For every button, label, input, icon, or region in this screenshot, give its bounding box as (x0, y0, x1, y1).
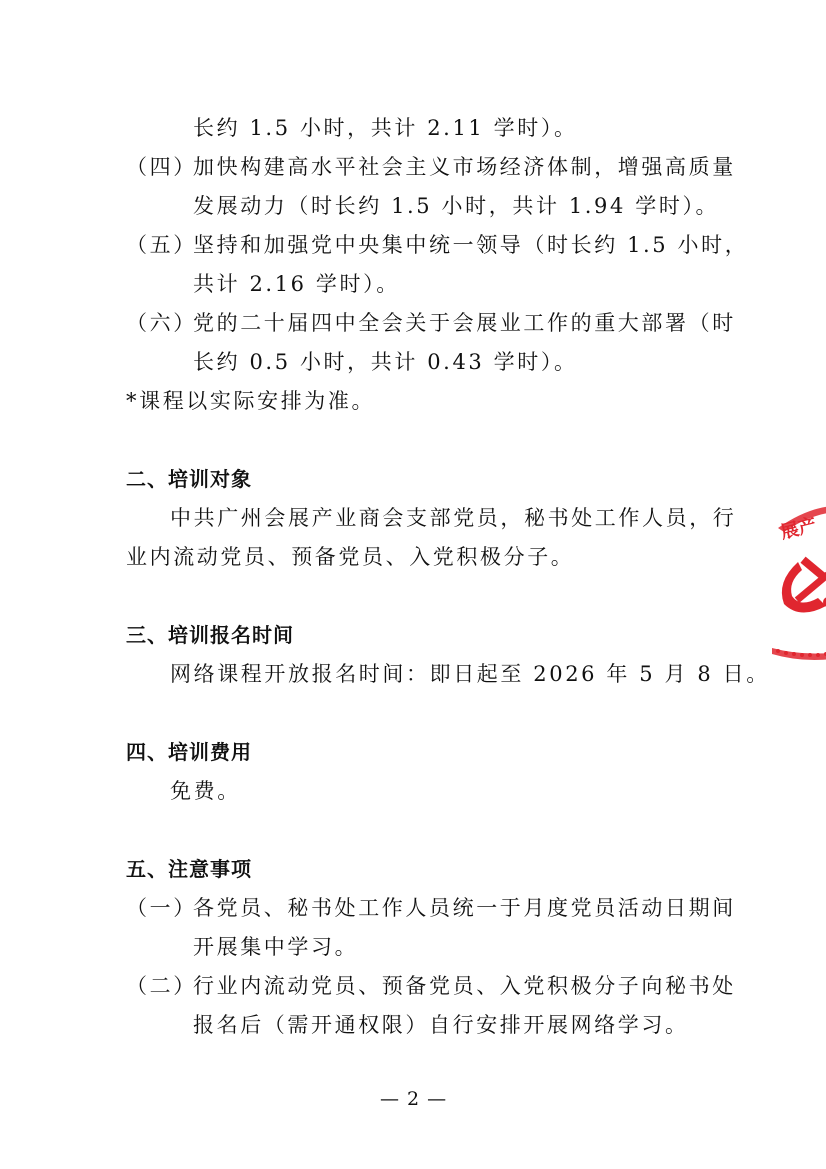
section-heading-fee: 四、培训费用 (126, 740, 252, 764)
course-item-6-line2: 长约 0.5 小时，共计 0.43 学时）。 (193, 350, 578, 374)
registration-time-para: 网络课程开放报名时间：即日起至 2026 年 5 月 8 日。 (170, 662, 770, 686)
party-seal-stamp (770, 498, 826, 668)
page-number: — 2 — (380, 1088, 448, 1110)
course-note: *课程以实际安排为准。 (126, 389, 376, 413)
section-heading-notes: 五、注意事项 (126, 857, 252, 881)
fee-para: 免费。 (170, 779, 241, 803)
note-2-line1: 行业内流动党员、预备党员、入党积极分子向秘书处 (193, 974, 736, 998)
course-item-5-marker: （五） (126, 233, 197, 257)
course-item-3-continuation: 长约 1.5 小时，共计 2.11 学时）。 (193, 116, 578, 140)
note-1-line2: 开展集中学习。 (193, 935, 359, 959)
course-item-4-line2: 发展动力（时长约 1.5 小时，共计 1.94 学时）。 (193, 194, 720, 218)
note-1-marker: （一） (126, 896, 197, 920)
participants-para-line1: 中共广州会展产业商会支部党员，秘书处工作人员，行 (170, 506, 737, 530)
participants-para-line2: 业内流动党员、预备党员、入党积极分子。 (126, 545, 575, 569)
section-heading-registration-time: 三、培训报名时间 (126, 623, 294, 647)
course-item-4-line1: 加快构建高水平社会主义市场经济体制，增强高质量 (193, 155, 736, 179)
course-item-6-line1: 党的二十届四中全会关于会展业工作的重大部署（时 (193, 311, 736, 335)
section-heading-participants: 二、培训对象 (126, 467, 252, 491)
note-2-line2: 报名后（需开通权限）自行安排开展网络学习。 (193, 1013, 689, 1037)
course-item-5-line2: 共计 2.16 学时）。 (193, 272, 400, 296)
note-2-marker: （二） (126, 974, 197, 998)
note-1-line1: 各党员、秘书处工作人员统一于月度党员活动日期间 (193, 896, 736, 920)
course-item-4-marker: （四） (126, 155, 197, 179)
course-item-5-line1: 坚持和加强党中央集中统一领导（时长约 1.5 小时， (193, 233, 749, 257)
svg-text:展产: 展产 (778, 514, 819, 544)
course-item-6-marker: （六） (126, 311, 197, 335)
